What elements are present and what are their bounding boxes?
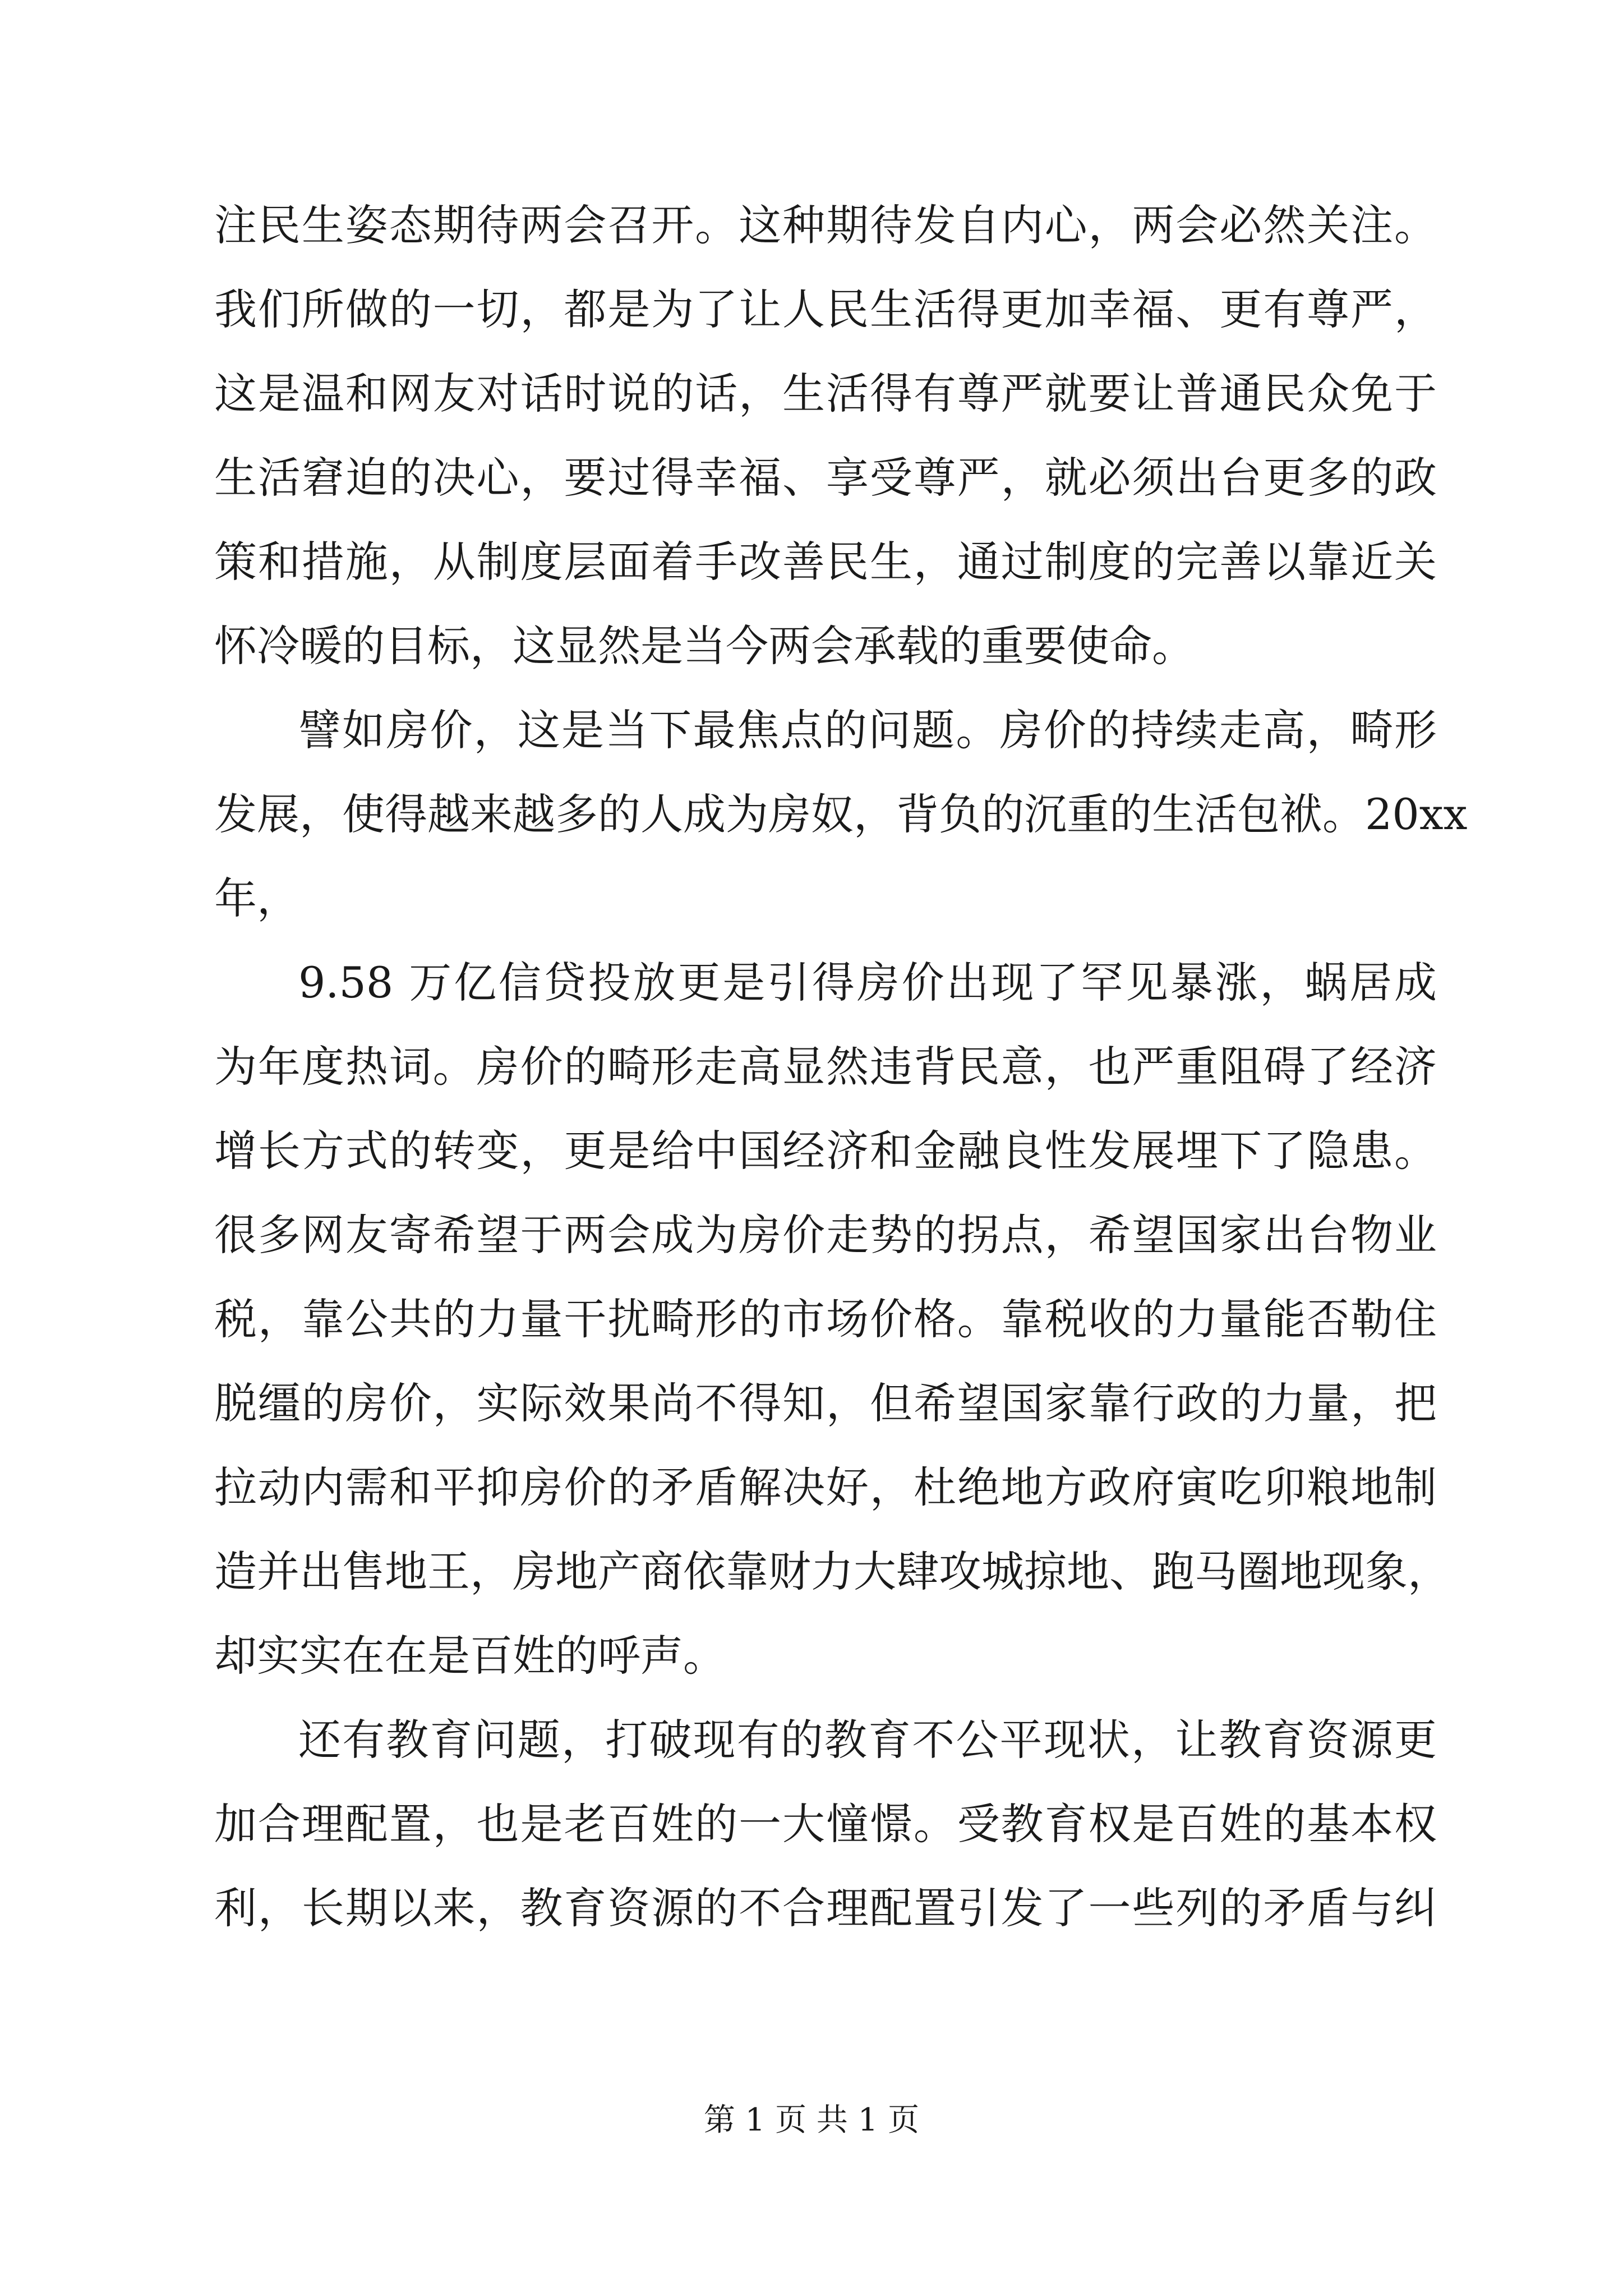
text-line: 造并出售地王，房地产商依靠财力大肆攻城掠地、跑马圈地现象，	[214, 1547, 1450, 1596]
text-line: 很多网友寄希望于两会成为房价走势的拐点，希望国家出台物业	[214, 1210, 1437, 1260]
text-line: 策和措施，从制度层面着手改善民生，通过制度的完善以靠近关	[214, 537, 1437, 587]
text-line: 脱缰的房价，实际效果尚不得知，但希望国家靠行政的力量，把	[214, 1378, 1437, 1428]
text-line: 9.58 万亿信贷投放更是引得房价出现了罕见暴涨，蜗居成	[298, 958, 1437, 1007]
text-line: 加合理配置，也是老百姓的一大憧憬。受教育权是百姓的基本权	[214, 1799, 1437, 1849]
text-line: 譬如房价，这是当下最焦点的问题。房价的持续走高，畸形	[298, 705, 1437, 755]
text-line: 这是温和网友对话时说的话，生活得有尊严就要让普通民众免于	[214, 369, 1437, 418]
text-line: 生活窘迫的决心，要过得幸福、享受尊严，就必须出台更多的政	[214, 453, 1437, 503]
text-line: 发展，使得越来越多的人成为房奴，背负的沉重的生活包袱。20xx	[214, 789, 1468, 839]
text-line: 为年度热词。房价的畸形走高显然违背民意，也严重阻碍了经济	[214, 1042, 1437, 1092]
text-line: 拉动内需和平抑房价的矛盾解决好，杜绝地方政府寅吃卯粮地制	[214, 1462, 1437, 1512]
text-line: 却实实在在是百姓的呼声。	[214, 1631, 726, 1681]
text-line: 税，靠公共的力量干扰畸形的市场价格。靠税收的力量能否勒住	[214, 1294, 1437, 1344]
text-line: 利，长期以来，教育资源的不合理配置引发了一些列的矛盾与纠	[214, 1883, 1437, 1933]
page-footer: 第 1 页 共 1 页	[703, 2102, 920, 2138]
text-line: 我们所做的一切，都是为了让人民生活得更加幸福、更有尊严，	[214, 284, 1437, 334]
text-line: 怀冷暖的目标，这显然是当今两会承载的重要使命。	[214, 621, 1195, 671]
text-line: 注民生姿态期待两会召开。这种期待发自内心，两会必然关注。	[214, 200, 1437, 250]
text-line: 年，	[214, 873, 299, 923]
text-line: 还有教育问题，打破现有的教育不公平现状，让教育资源更	[298, 1715, 1437, 1765]
text-line: 增长方式的转变，更是给中国经济和金融良性发展埋下了隐患。	[214, 1126, 1437, 1176]
